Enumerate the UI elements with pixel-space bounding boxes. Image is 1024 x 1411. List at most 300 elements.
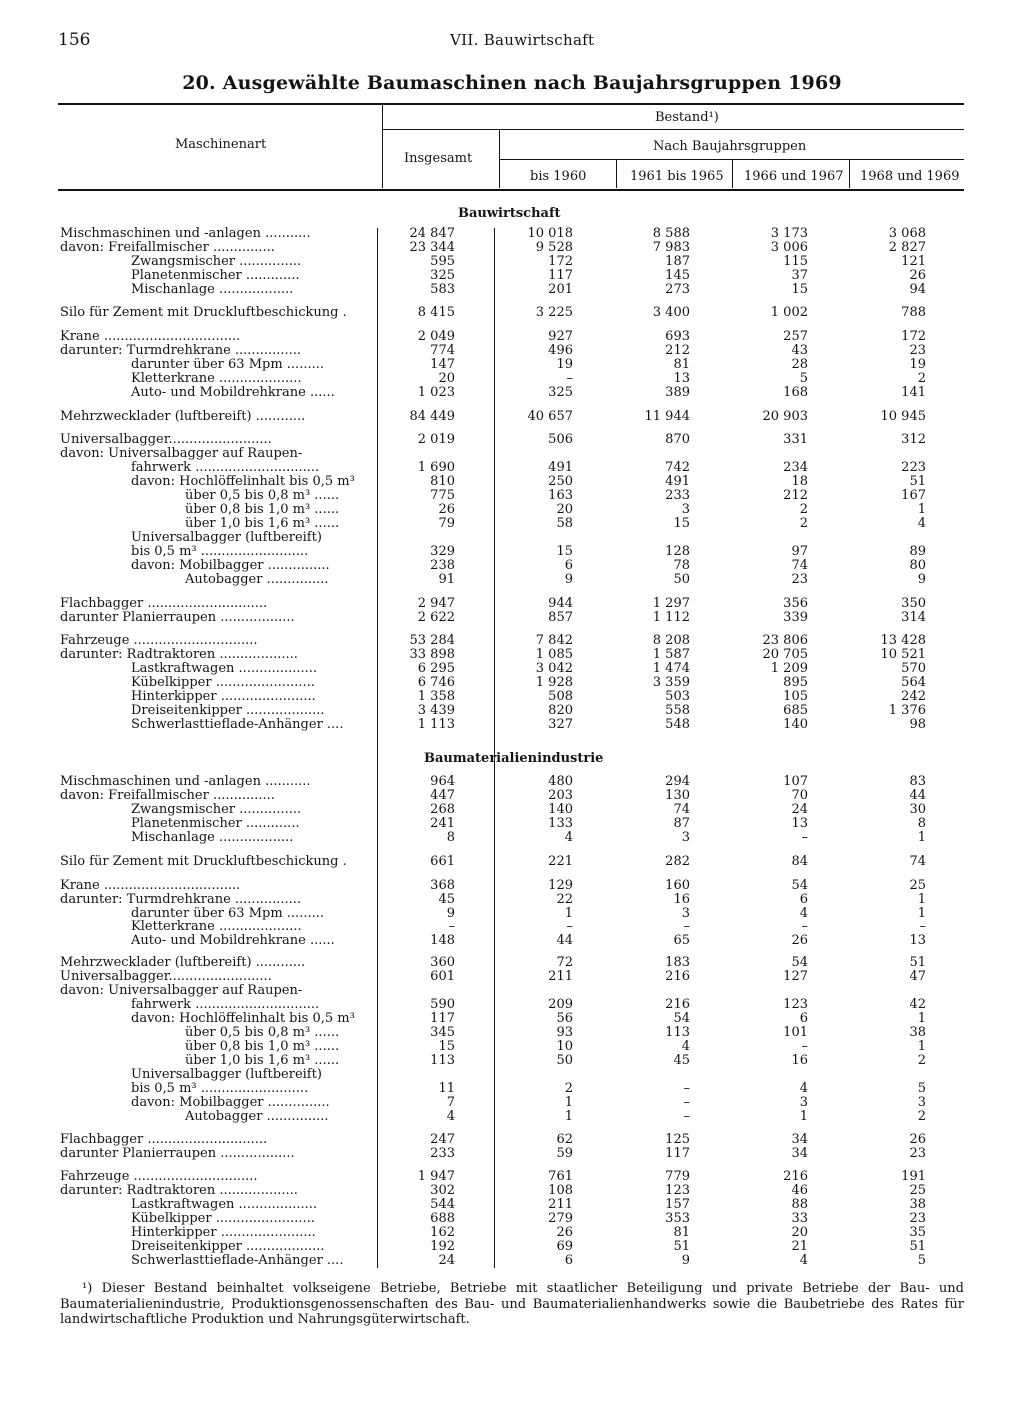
row-value: 113 xyxy=(430,1053,455,1068)
row-value: 33 xyxy=(791,1211,808,1226)
row-value: 496 xyxy=(548,343,573,358)
row-value: 84 449 xyxy=(409,409,455,424)
row-value: 113 xyxy=(665,1025,690,1040)
row-value: 15 xyxy=(791,282,808,297)
row-value: 15 xyxy=(556,544,573,559)
row-value: 5 xyxy=(917,1081,926,1096)
table-row xyxy=(0,372,1024,386)
row-label: fahrwerk .............................. xyxy=(131,461,320,475)
table-row xyxy=(0,676,1024,690)
row-value: 15 xyxy=(438,1039,455,1054)
row-value: 211 xyxy=(548,1197,573,1212)
row-value: 211 xyxy=(548,969,573,984)
row-value: 820 xyxy=(548,703,573,718)
row-label: darunter über 63 Mpm ......... xyxy=(131,907,324,921)
header-col-1960: bis 1960 xyxy=(530,169,587,184)
row-value: – xyxy=(919,919,926,934)
section-heading-baumaterialienindustrie: Baumaterialienindustrie xyxy=(424,751,604,766)
row-value: 2 622 xyxy=(417,610,455,625)
table-row xyxy=(0,1054,1024,1068)
row-value: 508 xyxy=(548,689,573,704)
header-divider-label xyxy=(382,104,383,188)
row-label: davon: Mobilbagger ............... xyxy=(131,559,330,573)
row-value: 1 209 xyxy=(770,661,808,676)
row-label: Krane ................................. xyxy=(60,330,241,344)
row-value: 233 xyxy=(430,1146,455,1161)
row-label: Silo für Zement mit Druckluftbeschickung . xyxy=(60,855,347,869)
row-value: 564 xyxy=(901,675,926,690)
row-value: 2 947 xyxy=(417,596,455,611)
row-value: 944 xyxy=(548,596,573,611)
row-value: 20 xyxy=(791,1225,808,1240)
row-value: 28 xyxy=(791,357,808,372)
row-value: 10 521 xyxy=(880,647,926,662)
row-value: 58 xyxy=(556,516,573,531)
row-value: 7 xyxy=(446,1095,455,1110)
row-label: Planetenmischer ............. xyxy=(131,817,300,831)
row-label: fahrwerk .............................. xyxy=(131,998,320,1012)
row-value: 927 xyxy=(548,329,573,344)
row-value: 23 xyxy=(909,343,926,358)
table-row xyxy=(0,1110,1024,1124)
row-label: Kletterkrane .................... xyxy=(131,920,302,934)
row-value: 140 xyxy=(548,802,573,817)
row-value: 329 xyxy=(430,544,455,559)
row-label: Silo für Zement mit Druckluftbeschickung . xyxy=(60,306,347,320)
table-row xyxy=(0,970,1024,984)
row-value: 2 xyxy=(917,1109,926,1124)
row-label: Autobagger ............... xyxy=(185,1110,329,1124)
row-value: 80 xyxy=(909,558,926,573)
row-value: 140 xyxy=(783,717,808,732)
row-value: 1 xyxy=(799,1109,808,1124)
row-value: 857 xyxy=(548,610,573,625)
row-value: 480 xyxy=(548,774,573,789)
row-value: – xyxy=(566,371,573,386)
row-value: 25 xyxy=(909,1183,926,1198)
row-value: 121 xyxy=(901,254,926,269)
row-value: 257 xyxy=(783,329,808,344)
table-row xyxy=(0,718,1024,732)
row-label: Schwerlasttieflade-Anhänger .... xyxy=(131,718,344,732)
row-label: darunter: Radtraktoren ................... xyxy=(60,648,298,662)
table-row xyxy=(0,1082,1024,1096)
row-value: 491 xyxy=(548,460,573,475)
row-value: 247 xyxy=(430,1132,455,1147)
row-value: 107 xyxy=(783,774,808,789)
row-value: 273 xyxy=(665,282,690,297)
table-row xyxy=(0,573,1024,587)
row-value: 22 xyxy=(556,892,573,907)
row-value: 325 xyxy=(430,268,455,283)
row-label: bis 0,5 m³ .......................... xyxy=(131,1082,309,1096)
row-value: 83 xyxy=(909,774,926,789)
row-value: 20 xyxy=(438,371,455,386)
row-value: 84 xyxy=(791,854,808,869)
row-label: über 1,0 bis 1,6 m³ ...... xyxy=(185,1054,340,1068)
row-value: 46 xyxy=(791,1183,808,1198)
row-value: 2 xyxy=(917,371,926,386)
row-value: 3 xyxy=(917,1095,926,1110)
row-value: – xyxy=(448,919,455,934)
row-value: 570 xyxy=(901,661,926,676)
row-value: 1 690 xyxy=(417,460,455,475)
row-value: 331 xyxy=(783,432,808,447)
row-value: 9 xyxy=(917,572,926,587)
row-value: 233 xyxy=(665,488,690,503)
row-value: 26 xyxy=(909,1132,926,1147)
row-value: 761 xyxy=(548,1169,573,1184)
table-row xyxy=(0,1254,1024,1268)
row-value: 69 xyxy=(556,1239,573,1254)
row-value: 775 xyxy=(430,488,455,503)
table-row xyxy=(0,241,1024,255)
table-row xyxy=(0,907,1024,921)
row-value: 6 xyxy=(564,558,573,573)
header-total: Insgesamt xyxy=(404,151,473,166)
row-value: 2 049 xyxy=(417,329,455,344)
row-value: – xyxy=(683,919,690,934)
row-value: 4 xyxy=(564,830,573,845)
table-row xyxy=(0,879,1024,893)
row-label: Universalbagger......................... xyxy=(60,433,272,447)
row-value: 13 xyxy=(673,371,690,386)
row-value: 810 xyxy=(430,474,455,489)
row-value: 167 xyxy=(901,488,926,503)
table-row xyxy=(0,517,1024,531)
row-value: 1 xyxy=(917,830,926,845)
table-row xyxy=(0,1198,1024,1212)
running-head: VII. Bauwirtschaft xyxy=(450,31,595,49)
row-value: 98 xyxy=(909,717,926,732)
row-value: 601 xyxy=(430,969,455,984)
row-value: 148 xyxy=(430,933,455,948)
row-label: Auto- und Mobildrehkrane ...... xyxy=(131,934,335,948)
row-value: 47 xyxy=(909,969,926,984)
table-row xyxy=(0,789,1024,803)
row-value: 216 xyxy=(665,969,690,984)
row-value: 503 xyxy=(665,689,690,704)
row-value: 54 xyxy=(791,878,808,893)
row-value: 79 xyxy=(438,516,455,531)
row-value: – xyxy=(683,1081,690,1096)
row-value: 360 xyxy=(430,955,455,970)
row-value: 583 xyxy=(430,282,455,297)
row-value: 123 xyxy=(783,997,808,1012)
row-value: 62 xyxy=(556,1132,573,1147)
row-label: davon: Freifallmischer ............... xyxy=(60,789,275,803)
table-row xyxy=(0,1026,1024,1040)
row-value: 356 xyxy=(783,596,808,611)
row-value: 65 xyxy=(673,933,690,948)
row-value: 6 295 xyxy=(417,661,455,676)
row-value: 201 xyxy=(548,282,573,297)
row-label: über 0,8 bis 1,0 m³ ...... xyxy=(185,503,340,517)
header-divider-1965 xyxy=(732,160,733,188)
row-value: 54 xyxy=(791,955,808,970)
row-value: – xyxy=(566,919,573,934)
table-row xyxy=(0,920,1024,934)
row-value: 70 xyxy=(791,788,808,803)
row-value: 693 xyxy=(665,329,690,344)
row-value: 238 xyxy=(430,558,455,573)
row-value: 2 xyxy=(799,516,808,531)
header-machine-type: Maschinenart xyxy=(175,137,267,152)
row-value: 447 xyxy=(430,788,455,803)
row-label: davon: Universalbagger auf Raupen- xyxy=(60,447,303,461)
row-label: Mischanlage .................. xyxy=(131,831,294,845)
row-label: davon: Universalbagger auf Raupen- xyxy=(60,984,303,998)
header-col-1968-1969: 1968 und 1969 xyxy=(860,169,960,184)
row-value: 43 xyxy=(791,343,808,358)
row-value: 4 xyxy=(917,516,926,531)
row-value: 2 xyxy=(564,1081,573,1096)
row-value: 89 xyxy=(909,544,926,559)
row-value: 101 xyxy=(783,1025,808,1040)
table-row xyxy=(0,330,1024,344)
row-value: 1 xyxy=(564,1109,573,1124)
row-value: 10 018 xyxy=(527,226,573,241)
row-value: 4 xyxy=(681,1039,690,1054)
row-value: 127 xyxy=(783,969,808,984)
row-value: 187 xyxy=(665,254,690,269)
row-value: 685 xyxy=(783,703,808,718)
row-value: 544 xyxy=(430,1197,455,1212)
row-value: 13 xyxy=(909,933,926,948)
table-row xyxy=(0,358,1024,372)
row-value: 312 xyxy=(901,432,926,447)
row-label: darunter Planierraupen .................. xyxy=(60,1147,295,1161)
row-value: 81 xyxy=(673,1225,690,1240)
table-row xyxy=(0,283,1024,297)
row-value: 1 474 xyxy=(652,661,690,676)
row-value: 216 xyxy=(783,1169,808,1184)
row-value: 192 xyxy=(430,1239,455,1254)
row-value: 51 xyxy=(673,1239,690,1254)
row-label: Zwangsmischer ............... xyxy=(131,255,302,269)
table-row xyxy=(0,775,1024,789)
table-row xyxy=(0,1096,1024,1110)
row-value: 1 023 xyxy=(417,385,455,400)
row-value: 279 xyxy=(548,1211,573,1226)
row-value: 595 xyxy=(430,254,455,269)
row-label: über 0,8 bis 1,0 m³ ...... xyxy=(185,1040,340,1054)
row-value: – xyxy=(683,1095,690,1110)
row-value: 7 983 xyxy=(652,240,690,255)
row-value: 123 xyxy=(665,1183,690,1198)
row-value: 19 xyxy=(556,357,573,372)
row-value: 117 xyxy=(430,1011,455,1026)
row-value: 2 xyxy=(917,1053,926,1068)
section-heading-bauwirtschaft: Bauwirtschaft xyxy=(458,206,561,221)
row-value: 491 xyxy=(665,474,690,489)
row-value: 87 xyxy=(673,816,690,831)
row-value: 13 428 xyxy=(880,633,926,648)
row-value: 6 746 xyxy=(417,675,455,690)
row-value: 157 xyxy=(665,1197,690,1212)
table-row xyxy=(0,503,1024,517)
row-value: 44 xyxy=(909,788,926,803)
row-value: 3 xyxy=(681,906,690,921)
row-value: 221 xyxy=(548,854,573,869)
row-label: Universalbagger......................... xyxy=(60,970,272,984)
row-value: 42 xyxy=(909,997,926,1012)
table-row xyxy=(0,227,1024,241)
row-value: 282 xyxy=(665,854,690,869)
row-value: 3 359 xyxy=(652,675,690,690)
header-year-groups: Nach Baujahrsgruppen xyxy=(653,139,807,154)
row-value: 234 xyxy=(783,460,808,475)
row-value: 3 400 xyxy=(652,305,690,320)
row-value: 20 xyxy=(556,502,573,517)
row-label: darunter: Turmdrehkrane ................ xyxy=(60,893,302,907)
table-row xyxy=(0,447,1024,461)
row-value: 1 112 xyxy=(652,610,690,625)
table-row xyxy=(0,803,1024,817)
row-value: 45 xyxy=(438,892,455,907)
row-value: 1 xyxy=(917,1039,926,1054)
row-value: 3 xyxy=(681,830,690,845)
row-label: über 1,0 bis 1,6 m³ ...... xyxy=(185,517,340,531)
row-value: 26 xyxy=(556,1225,573,1240)
row-value: 4 xyxy=(799,1081,808,1096)
row-value: 24 847 xyxy=(409,226,455,241)
row-value: 203 xyxy=(548,788,573,803)
row-value: 10 xyxy=(556,1039,573,1054)
row-label: davon: Freifallmischer ............... xyxy=(60,241,275,255)
table-row xyxy=(0,984,1024,998)
row-label: darunter: Turmdrehkrane ................ xyxy=(60,344,302,358)
table-row xyxy=(0,662,1024,676)
row-label: Mischmaschinen und -anlagen ........... xyxy=(60,227,311,241)
row-value: 3 068 xyxy=(888,226,926,241)
row-label: bis 0,5 m³ .......................... xyxy=(131,545,309,559)
row-value: 129 xyxy=(548,878,573,893)
row-value: 209 xyxy=(548,997,573,1012)
table-row xyxy=(0,545,1024,559)
row-value: 1 xyxy=(917,502,926,517)
row-label: Kübelkipper ........................ xyxy=(131,1212,315,1226)
row-value: 93 xyxy=(556,1025,573,1040)
row-value: 172 xyxy=(548,254,573,269)
row-label: Dreiseitenkipper ................... xyxy=(131,704,325,718)
row-value: 78 xyxy=(673,558,690,573)
row-value: 37 xyxy=(791,268,808,283)
row-label: Dreiseitenkipper ................... xyxy=(131,1240,325,1254)
row-value: 23 344 xyxy=(409,240,455,255)
row-value: 163 xyxy=(548,488,573,503)
row-label: darunter: Radtraktoren ................... xyxy=(60,1184,298,1198)
row-label: davon: Mobilbagger ............... xyxy=(131,1096,330,1110)
row-value: 212 xyxy=(783,488,808,503)
row-label: Mehrzwecklader (luftbereift) ............ xyxy=(60,956,306,970)
table-row xyxy=(0,475,1024,489)
row-value: 34 xyxy=(791,1132,808,1147)
row-value: 4 xyxy=(799,906,808,921)
row-value: 33 898 xyxy=(409,647,455,662)
row-value: 895 xyxy=(783,675,808,690)
row-value: 223 xyxy=(901,460,926,475)
row-value: 74 xyxy=(673,802,690,817)
row-value: 1 358 xyxy=(417,689,455,704)
row-value: 24 xyxy=(791,802,808,817)
header-bottom-rule xyxy=(58,189,964,191)
row-value: 788 xyxy=(901,305,926,320)
row-label: Universalbagger (luftbereift) xyxy=(131,531,322,545)
row-value: 23 xyxy=(909,1146,926,1161)
row-value: 72 xyxy=(556,955,573,970)
row-label: davon: Hochlöffelinhalt bis 0,5 m³ xyxy=(131,1012,355,1026)
row-value: 6 xyxy=(564,1253,573,1268)
row-label: darunter Planierraupen .................. xyxy=(60,611,295,625)
row-value: 1 113 xyxy=(417,717,455,732)
row-label: Krane ................................. xyxy=(60,879,241,893)
row-value: 250 xyxy=(548,474,573,489)
row-value: – xyxy=(683,1109,690,1124)
row-value: 13 xyxy=(791,816,808,831)
row-value: 45 xyxy=(673,1053,690,1068)
row-value: 25 xyxy=(909,878,926,893)
row-value: 742 xyxy=(665,460,690,475)
row-label: Auto- und Mobildrehkrane ...... xyxy=(131,386,335,400)
row-value: 5 xyxy=(917,1253,926,1268)
row-value: 3 xyxy=(799,1095,808,1110)
row-value: 1 947 xyxy=(417,1169,455,1184)
row-value: 117 xyxy=(548,268,573,283)
row-value: 88 xyxy=(791,1197,808,1212)
row-value: 3 xyxy=(681,502,690,517)
table-row xyxy=(0,386,1024,400)
row-value: 1 085 xyxy=(535,647,573,662)
header-col-1961-1965: 1961 bis 1965 xyxy=(630,169,724,184)
row-label: darunter über 63 Mpm ......... xyxy=(131,358,324,372)
table-row xyxy=(0,831,1024,845)
table-row xyxy=(0,817,1024,831)
row-value: 23 xyxy=(791,572,808,587)
header-divider-1960 xyxy=(616,160,617,188)
table-row xyxy=(0,559,1024,573)
row-value: 50 xyxy=(556,1053,573,1068)
row-value: 141 xyxy=(901,385,926,400)
row-value: 242 xyxy=(901,689,926,704)
row-value: 117 xyxy=(665,1146,690,1161)
row-value: 9 xyxy=(681,1253,690,1268)
row-value: 91 xyxy=(438,572,455,587)
row-value: 9 xyxy=(564,572,573,587)
row-value: 40 657 xyxy=(527,409,573,424)
row-value: 145 xyxy=(665,268,690,283)
row-value: 1 002 xyxy=(770,305,808,320)
row-value: 779 xyxy=(665,1169,690,1184)
row-value: 54 xyxy=(673,1011,690,1026)
row-value: 350 xyxy=(901,596,926,611)
row-value: 162 xyxy=(430,1225,455,1240)
row-value: 241 xyxy=(430,816,455,831)
row-value: 3 042 xyxy=(535,661,573,676)
row-value: 11 944 xyxy=(644,409,690,424)
row-value: 94 xyxy=(909,282,926,297)
row-value: 389 xyxy=(665,385,690,400)
table-row xyxy=(0,893,1024,907)
table-row xyxy=(0,269,1024,283)
row-value: 105 xyxy=(783,689,808,704)
row-value: 1 xyxy=(917,1011,926,1026)
table-row xyxy=(0,634,1024,648)
row-value: 19 xyxy=(909,357,926,372)
row-value: 16 xyxy=(791,1053,808,1068)
table-row xyxy=(0,1170,1024,1184)
table-title: 20. Ausgewählte Baumaschinen nach Baujahrsgruppen 1969 xyxy=(182,72,842,94)
